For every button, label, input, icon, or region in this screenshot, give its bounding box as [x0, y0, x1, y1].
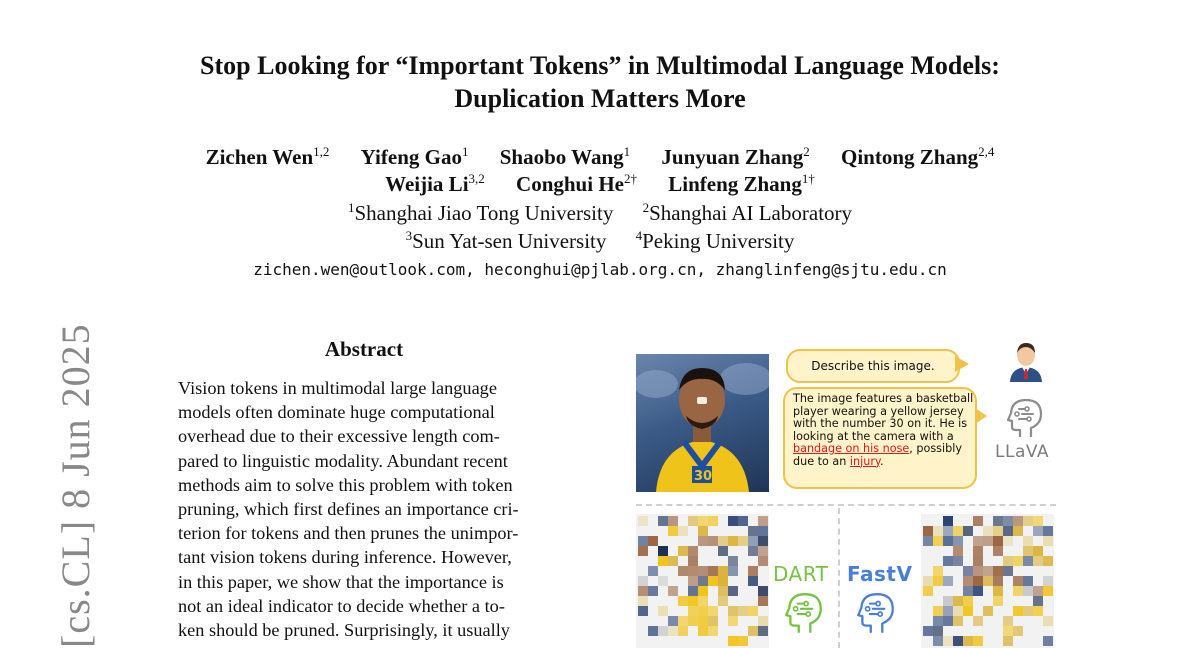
token-cell — [1043, 526, 1053, 536]
token-cell — [678, 566, 688, 576]
token-cell — [1023, 556, 1033, 566]
token-cell — [758, 526, 768, 536]
author-emails: zichen.wen@outlook.com, heconghui@pjlab.org.cn, zhanglinfeng@sjtu.edu.cn — [253, 260, 947, 279]
token-cell — [668, 586, 678, 596]
token-cell — [678, 526, 688, 536]
figure-divider-horizontal — [636, 504, 1056, 506]
token-cell — [993, 536, 1003, 546]
token-cell — [698, 526, 708, 536]
abstract-line: models often dominate huge computational — [178, 402, 495, 423]
abstract-body — [178, 376, 550, 642]
token-cell — [1003, 516, 1013, 526]
token-cell — [953, 556, 963, 566]
answer-bubble: The image features a basketball player wearing a yellow jersey with the number 30 on it. He is looking at the camera with a bandage on his nose, possibly due to an injury. — [783, 387, 977, 489]
token-cell — [983, 566, 993, 576]
token-cell — [728, 586, 738, 596]
token-cell — [993, 526, 1003, 536]
token-cell — [658, 576, 668, 586]
token-cell — [748, 526, 758, 536]
token-cell — [1003, 556, 1013, 566]
token-cell — [1013, 586, 1023, 596]
token-cell — [638, 596, 648, 606]
token-cell — [1003, 566, 1013, 576]
token-cell — [698, 536, 708, 546]
token-cell — [953, 546, 963, 556]
token-cell — [973, 636, 983, 646]
token-cell — [1003, 526, 1013, 536]
abstract-line: tant vision tokens during inference. However, — [178, 547, 512, 568]
token-cell — [963, 636, 973, 646]
token-cell — [678, 616, 688, 626]
fastv-brain-icon — [855, 590, 897, 634]
token-cell — [1043, 556, 1053, 566]
token-cell — [933, 606, 943, 616]
token-cell — [1013, 516, 1023, 526]
token-cell — [1003, 626, 1013, 636]
author: Junyuan Zhang$^2$ — [661, 144, 810, 169]
affiliation: $^2$Shanghai AI Laboratory — [642, 200, 853, 225]
token-cell — [668, 526, 678, 536]
token-cell — [748, 576, 758, 586]
token-cell — [648, 626, 658, 636]
author: Linfeng Zhang$^{1\dagger}$ — [668, 171, 815, 196]
token-cell — [758, 546, 768, 556]
token-cell — [738, 536, 748, 546]
token-cell — [688, 556, 698, 566]
arxiv-stamp: [cs.CL] 8 Jun 2025 — [53, 323, 98, 648]
token-cell — [933, 566, 943, 576]
abstract-line: Vision tokens in multimodal large language — [178, 378, 497, 398]
token-cell — [973, 586, 983, 596]
token-cell — [708, 536, 718, 546]
token-cell — [698, 566, 708, 576]
author: Qintong Zhang$^{2,4}$ — [841, 144, 995, 169]
token-cell — [638, 546, 648, 556]
token-cell — [1043, 536, 1053, 546]
token-cell — [668, 516, 678, 526]
token-cell — [983, 536, 993, 546]
token-cell — [993, 596, 1003, 606]
abstract-line: terion for tokens and then prunes the unimpor- — [178, 523, 519, 544]
token-cell — [638, 536, 648, 546]
token-cell — [688, 576, 698, 586]
token-cell — [933, 526, 943, 536]
token-cell — [983, 606, 993, 616]
token-cell — [708, 606, 718, 616]
token-cell — [668, 616, 678, 626]
token-cell — [933, 636, 943, 646]
dart-pruned-image — [636, 514, 769, 648]
affiliation: $^4$Peking University — [635, 228, 795, 253]
author: Conghui $He^{2\dagger}$ — [516, 171, 637, 196]
token-cell — [963, 566, 973, 576]
token-cell — [698, 606, 708, 616]
token-cell — [1043, 576, 1053, 586]
token-cell — [688, 546, 698, 556]
token-cell — [728, 606, 738, 616]
token-cell — [1023, 606, 1033, 616]
token-cell — [1033, 586, 1043, 596]
token-cell — [648, 566, 658, 576]
teaser-figure — [633, 340, 1063, 648]
token-cell — [943, 516, 953, 526]
token-cell — [728, 556, 738, 566]
token-cell — [943, 526, 953, 536]
token-cell — [718, 596, 728, 606]
affiliation: $^1$Shanghai Jiao Tong University — [347, 200, 614, 225]
token-cell — [688, 516, 698, 526]
fastv-label: FastV — [847, 562, 913, 586]
affiliations-row-2 — [0, 228, 1200, 255]
token-cell — [748, 546, 758, 556]
abstract-line: overhead due to their excessive length com- — [178, 426, 500, 447]
token-cell — [973, 516, 983, 526]
token-cell — [648, 536, 658, 546]
token-cell — [708, 626, 718, 636]
token-cell — [943, 576, 953, 586]
token-cell — [933, 616, 943, 626]
paper-title-line-2: Duplication Matters More — [454, 84, 746, 113]
token-cell — [1033, 606, 1043, 616]
answer-bubble-tail — [975, 408, 987, 424]
token-cell — [708, 576, 718, 586]
token-cell — [993, 516, 1003, 526]
abstract-heading: Abstract — [324, 337, 404, 361]
token-cell — [963, 596, 973, 606]
token-cell — [698, 596, 708, 606]
token-cell — [1043, 636, 1053, 646]
token-cell — [718, 566, 728, 576]
token-cell — [658, 556, 668, 566]
token-cell — [993, 576, 1003, 586]
token-cell — [638, 586, 648, 596]
token-cell — [758, 516, 768, 526]
token-cell — [943, 616, 953, 626]
abstract-line: not an ideal indicator to decide whether a to- — [178, 595, 505, 616]
token-cell — [923, 526, 933, 536]
token-cell — [658, 516, 668, 526]
token-cell — [1003, 636, 1013, 646]
token-cell — [923, 576, 933, 586]
svg-text:30: 30 — [694, 469, 713, 484]
question-bubble-tail — [955, 356, 969, 372]
fastv-pruned-image — [921, 514, 1054, 648]
token-cell — [973, 566, 983, 576]
token-cell — [1013, 626, 1023, 636]
token-cell — [698, 576, 708, 586]
token-cell — [923, 626, 933, 636]
token-cell — [698, 516, 708, 526]
token-cell — [728, 516, 738, 526]
abstract-line: methods aim to solve this problem with token — [178, 474, 513, 495]
token-cell — [973, 546, 983, 556]
author: Zichen Wen$^{1,2}$ — [205, 144, 330, 169]
token-cell — [728, 616, 738, 626]
token-cell — [728, 566, 738, 576]
token-cell — [648, 586, 658, 596]
figure-divider-vertical — [838, 508, 840, 648]
token-cell — [1043, 586, 1053, 596]
token-cell — [638, 576, 648, 586]
token-cell — [658, 626, 668, 636]
token-cell — [688, 596, 698, 606]
token-cell — [678, 546, 688, 556]
token-cell — [718, 546, 728, 556]
token-cell — [963, 606, 973, 616]
token-cell — [748, 536, 758, 546]
token-cell — [738, 516, 748, 526]
paper-title-line-1: Stop Looking for “Important Tokens” in Multimodal Language Models: — [200, 51, 1000, 80]
token-cell — [658, 546, 668, 556]
token-cell — [933, 626, 943, 636]
token-cell — [1023, 536, 1033, 546]
token-cell — [943, 636, 953, 646]
llava-brain-icon — [1005, 396, 1045, 438]
token-cell — [973, 576, 983, 586]
token-cell — [708, 516, 718, 526]
basketball-player-photo — [636, 354, 769, 492]
token-cell — [748, 626, 758, 636]
token-cell — [953, 536, 963, 546]
token-cell — [728, 636, 738, 646]
token-cell — [993, 586, 1003, 596]
token-cell — [923, 586, 933, 596]
token-cell — [953, 526, 963, 536]
token-cell — [748, 606, 758, 616]
token-cell — [973, 616, 983, 626]
token-cell — [943, 596, 953, 606]
token-cell — [1043, 616, 1053, 626]
token-cell — [758, 556, 768, 566]
token-cell — [688, 606, 698, 616]
token-cell — [1013, 526, 1023, 536]
token-cell — [993, 566, 1003, 576]
token-cell — [698, 586, 708, 596]
token-cell — [933, 536, 943, 546]
token-cell — [943, 536, 953, 546]
token-cell — [708, 566, 718, 576]
token-cell — [688, 586, 698, 596]
authors-row-2 — [0, 171, 1200, 198]
token-cell — [963, 576, 973, 586]
author: Shaobo Wang$^1$ — [499, 144, 631, 169]
llava-label: LLaVA — [995, 442, 1050, 462]
dart-label: DART — [773, 562, 829, 586]
token-cell — [718, 536, 728, 546]
token-cell — [1033, 546, 1043, 556]
token-cell — [708, 616, 718, 626]
token-cell — [1033, 556, 1043, 566]
token-cell — [1013, 556, 1023, 566]
token-cell — [698, 626, 708, 636]
token-cell — [943, 606, 953, 616]
token-cell — [718, 576, 728, 586]
token-cell — [953, 596, 963, 606]
token-cell — [738, 606, 748, 616]
token-cell — [688, 616, 698, 626]
token-cell — [758, 586, 768, 596]
token-cell — [1033, 526, 1043, 536]
token-cell — [1023, 586, 1033, 596]
dart-brain-icon — [783, 590, 825, 634]
token-cell — [1033, 596, 1043, 606]
token-cell — [1033, 516, 1043, 526]
token-cell — [698, 616, 708, 626]
authors-row-1 — [0, 144, 1200, 171]
token-cell — [1023, 576, 1033, 586]
token-cell — [1013, 576, 1023, 586]
token-cell — [688, 566, 698, 576]
token-cell — [638, 516, 648, 526]
token-cell — [953, 616, 963, 626]
token-cell — [953, 636, 963, 646]
user-avatar-icon — [1007, 340, 1045, 382]
token-cell — [1003, 616, 1013, 626]
token-cell — [943, 556, 953, 566]
token-cell — [983, 526, 993, 536]
token-cell — [1003, 536, 1013, 546]
token-cell — [758, 536, 768, 546]
token-cell — [758, 626, 768, 636]
token-cell — [993, 546, 1003, 556]
abstract-line: pruning, which first defines an importance cri- — [178, 499, 519, 520]
token-cell — [1023, 516, 1033, 526]
affiliation: $^3$Sun Yat-sen University — [405, 228, 607, 253]
token-cell — [973, 556, 983, 566]
token-cell — [963, 526, 973, 536]
token-cell — [668, 556, 678, 566]
author: Yifeng Gao$^1$ — [360, 144, 469, 169]
abstract-line: ken should be pruned. Surprisingly, it usually — [178, 620, 510, 641]
token-cell — [923, 536, 933, 546]
abstract-line: in this paper, we show that the importance is — [178, 571, 504, 592]
token-cell — [973, 536, 983, 546]
token-cell — [678, 596, 688, 606]
token-cell — [1023, 546, 1033, 556]
author: Weijia Li$^{3,2}$ — [385, 171, 485, 196]
token-cell — [678, 626, 688, 636]
token-cell — [718, 586, 728, 596]
abstract-line: pared to linguistic modality. Abundant recent — [178, 450, 508, 471]
token-cell — [963, 586, 973, 596]
token-cell — [758, 596, 768, 606]
question-bubble: Describe this image. — [786, 349, 960, 383]
token-cell — [668, 626, 678, 636]
token-cell — [728, 536, 738, 546]
token-cell — [933, 576, 943, 586]
affiliations-row-1 — [0, 200, 1200, 227]
token-cell — [758, 616, 768, 626]
token-cell — [748, 566, 758, 576]
token-cell — [983, 576, 993, 586]
token-cell — [738, 636, 748, 646]
token-cell — [1013, 606, 1023, 616]
token-cell — [638, 606, 648, 616]
token-cell — [658, 606, 668, 616]
token-cell — [953, 606, 963, 616]
